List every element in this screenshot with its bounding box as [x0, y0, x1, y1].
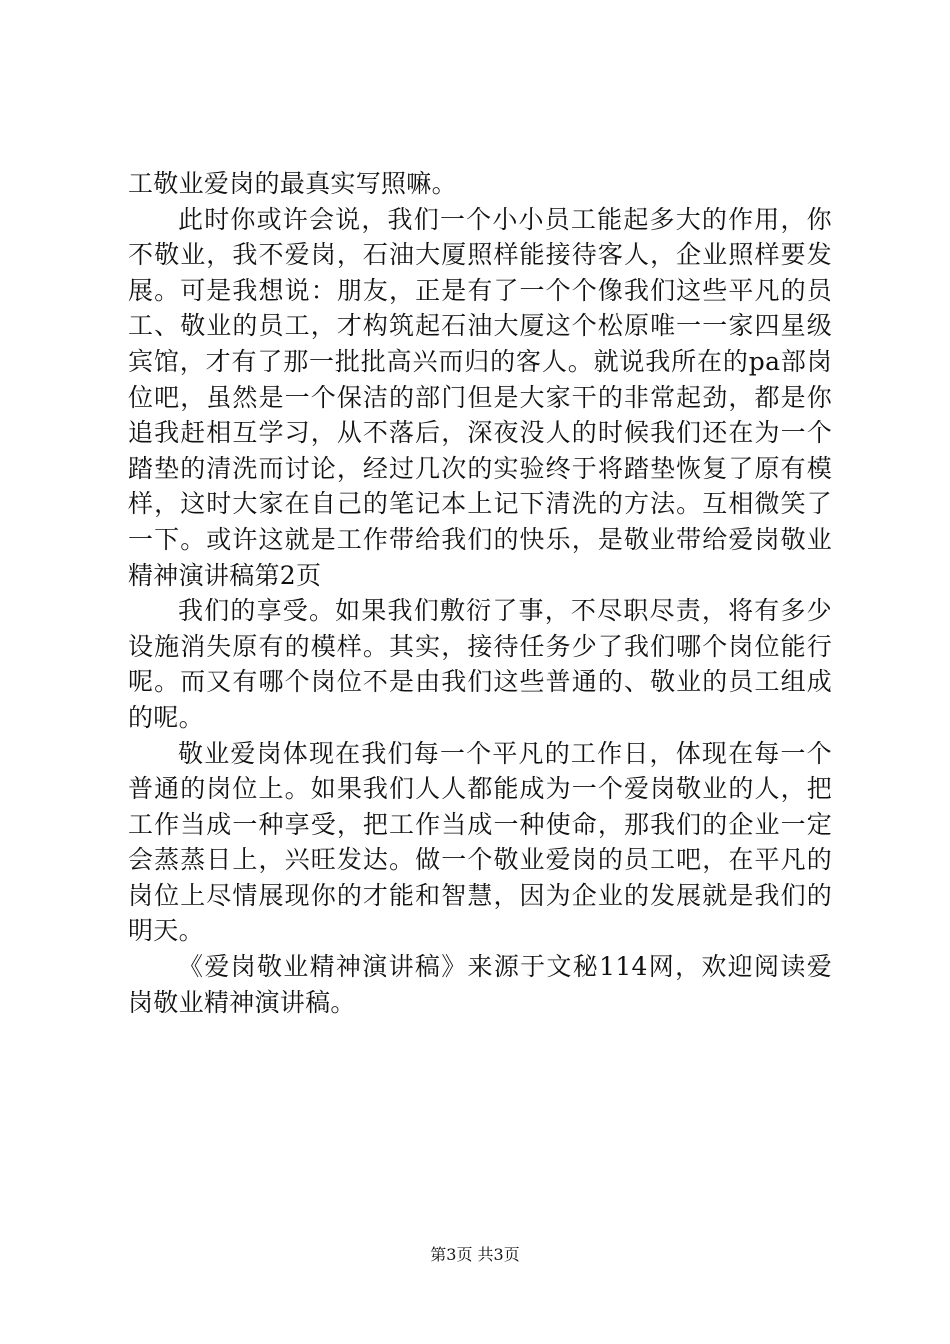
- document-body: [128, 166, 832, 1020]
- paragraph-continuation: 工敬业爱岗的最真实写照嘛。: [128, 169, 457, 198]
- paragraph-source-note: 《爱岗敬业精神演讲稿》来源于文秘114网，欢迎阅读爱岗敬业精神演讲稿。: [128, 952, 832, 1017]
- page-footer: [0, 1244, 950, 1266]
- paragraph: 我们的享受。如果我们敷衍了事，不尽职尽责，将有多少设施消失原有的模样。其实，接待任务少了我们哪个岗位能行呢。而又有哪个岗位不是由我们这些普通的、敬业的员工组成的呢。: [128, 596, 832, 732]
- paragraph: 敬业爱岗体现在我们每一个平凡的工作日，体现在每一个普通的岗位上。如果我们人人都能成为一个爱岗敬业的人，把工作当成一种享受，把工作当成一种使命，那我们的企业一定会蒸蒸日上，兴旺发达。做一个敬业爱岗的员工吧，在平凡的岗位上尽情展现你的才能和智慧，因为企业的发展就是我们的明天。: [128, 738, 832, 946]
- page-number-label: 第3页 共3页: [430, 1245, 520, 1264]
- paragraph: 此时你或许会说，我们一个小小员工能起多大的作用，你不敬业，我不爱岗，石油大厦照样能接待客人，企业照样要发展。可是我想说：朋友，正是有了一个个像我们这些平凡的员工、敬业的员工，才构筑起石油大厦这个松原唯一一家四星级宾馆，才有了那一批批高兴而归的客人。就说我所在的pa部岗位吧，虽然是一个保洁的部门但是大家干的非常起劲，都是你追我赶相互学习，从不落后，深夜没人的时候我们还在为一个踏垫的清洗而讨论，经过几次的实验终于将踏垫恢复了原有模样，这时大家在自己的笔记本上记下清洗的方法。互相微笑了一下。或许这就是工作带给我们的快乐，是敬业带给爱岗敬业精神演讲稿第2页: [128, 204, 832, 590]
